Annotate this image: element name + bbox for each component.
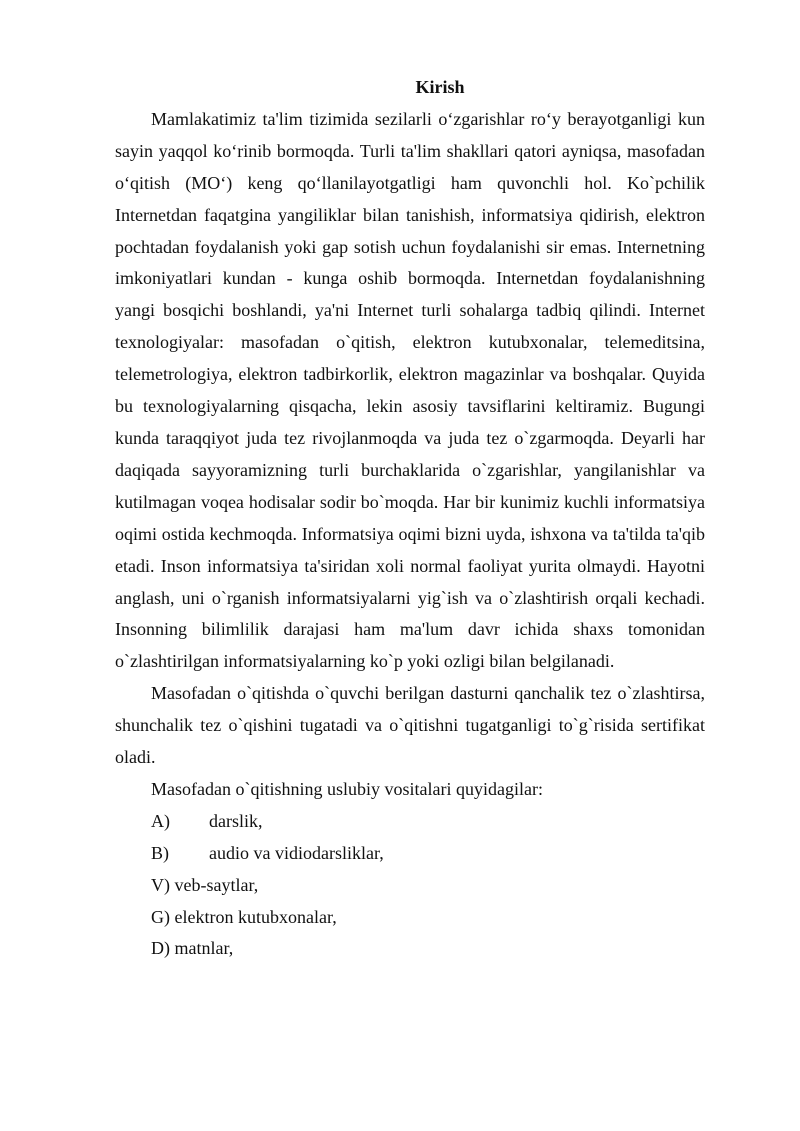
body-paragraph: Mamlakatimiz ta'lim tizimida sezilarli o‘zgarishlar ro‘y berayotganligi kun sayin yaqqol ko‘rinib bormoqda. Turli ta'lim shakllari qatori ayniqsa, masofadan o‘qitish (MO‘) keng qo‘llanilayotgatligi ham quvonchli hol. Ko`pchilik Internetdan faqatgina yangiliklar bilan tanishish, informatsiya qidirish, elektron pochtadan foydalanish yoki gap sotish uchun foydalanishi sir emas. Internetning imkoniyatlari kundan - kunga oshib bormoqda. Internetdan foydalanishning yangi bosqichi boshlandi, ya'ni Internet turli sohalarga tadbiq qilindi. Internet texnologiyalar: masofadan o`qitish, elektron kutubxonalar, telemeditsina, telemetrologiya, elektron tadbirkorlik, elektron magazinlar va boshqalar. Quyida bu texnologiyalarning qisqacha, lekin asosiy tavsiflarini keltiramiz. Bugungi kunda taraqqiyot juda tez rivojlanmoqda va juda tez o`zgarmoqda. Deyarli har daqiqada sayyoramizning turli burchaklarida o`zgarishlar, yangilanishlar va kutilmagan voqea hodisalar sodir bo`moqda. Har bir kunimiz kuchli informatsiya oqimi ostida kechmoqda. Informatsiya oqimi bizni uyda, ishxona va ta'tilda ta'qib etadi. Inson informatsiya ta'siridan xoli normal faoliyat yurita olmaydi. Hayotni anglash, uni o`rganish informatsiyalarni yig`ish va o`zlashtirish orqali kechadi. Insonning bilimlilik darajasi ham ma'lum davr ichida shaxs tomonidan o`zlashtirilgan informatsiyalarning ko`p yoki ozligi bilan belgilanadi. xyxy=(115,108,705,672)
body-paragraph: Masofadan o`qitishda o`quvchi berilgan dasturni qanchalik tez o`zlashtirsa, shunchalik tez o`qishini tugatadi va o`qitishni tugatganligi to`g`risida sertifikat oladi. xyxy=(115,683,705,768)
list-marker: B) xyxy=(151,842,169,863)
list-item xyxy=(115,806,705,838)
document-page xyxy=(115,72,705,965)
list-line: G) elektron kutubxonalar, xyxy=(151,906,337,927)
list-item xyxy=(115,838,705,870)
document-title: Kirish xyxy=(415,77,465,97)
list-item-text: audio va vidiodarsliklar, xyxy=(209,842,384,863)
list-line: D) matnlar, xyxy=(151,938,234,959)
list-line: V) veb-saytlar, xyxy=(151,874,259,895)
list-item-text: darslik, xyxy=(209,810,263,831)
list-marker: A) xyxy=(151,810,170,831)
list-intro: Masofadan o`qitishning uslubiy vositalari quyidagilar: xyxy=(151,778,543,799)
